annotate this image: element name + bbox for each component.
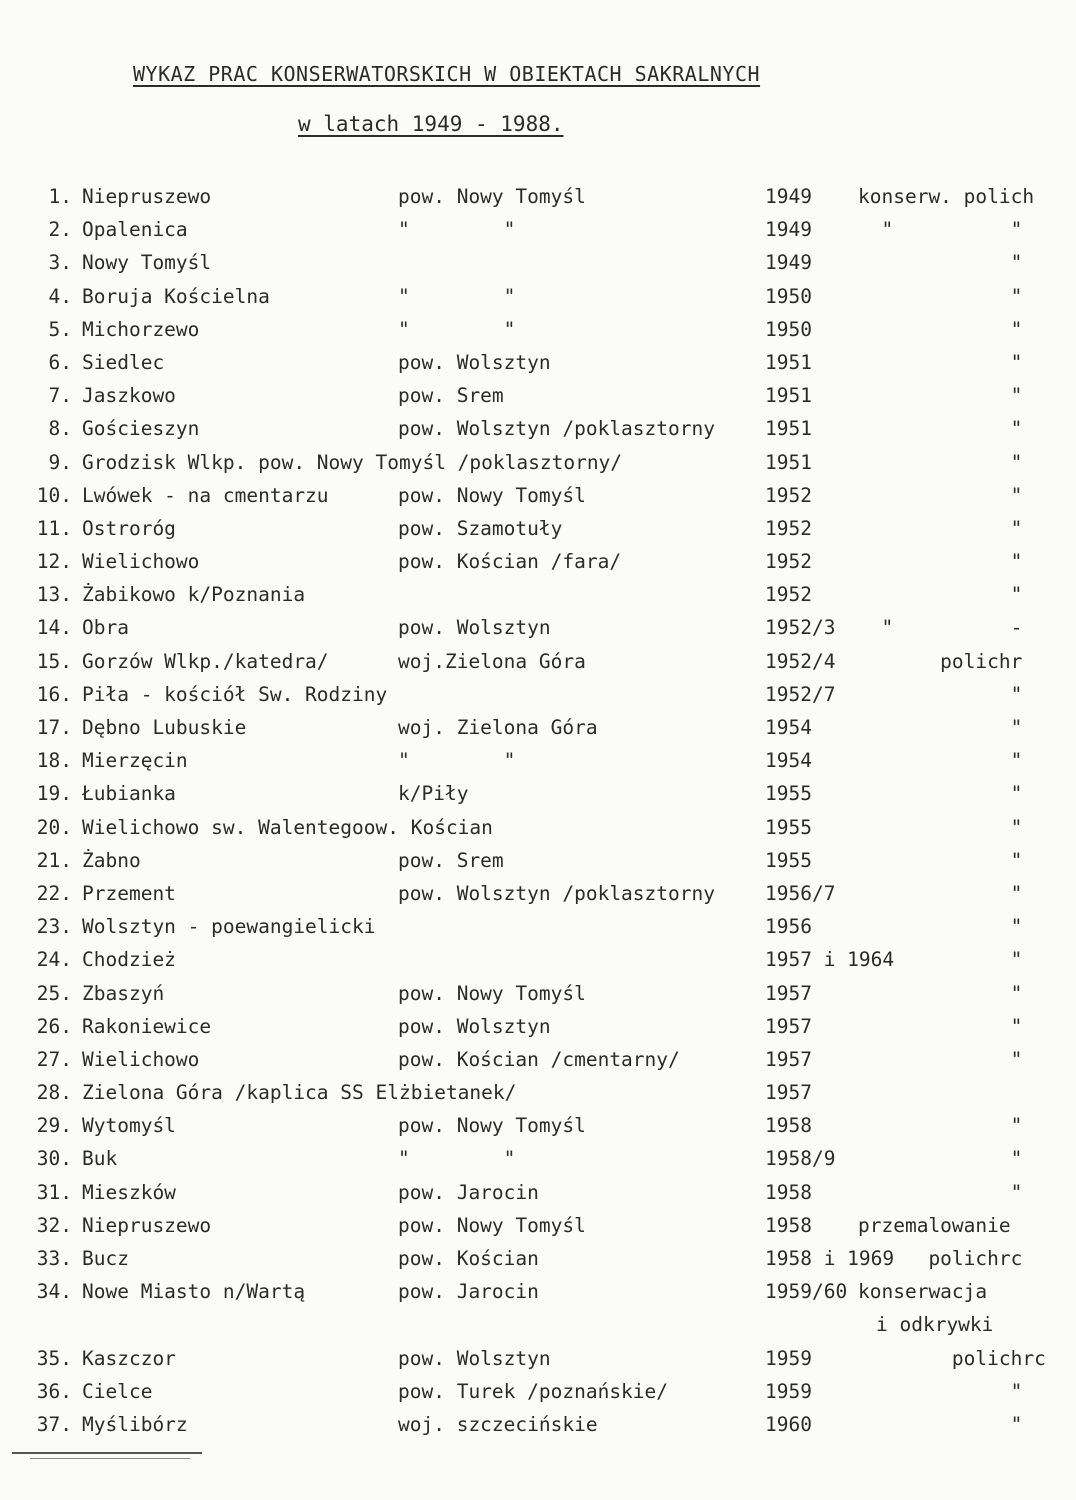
item-district: woj. Zielona Góra [398, 716, 598, 739]
item-number: 20. [36, 815, 72, 839]
item-district: " " [398, 749, 516, 773]
item-work: " [858, 583, 1023, 607]
item-district: pow. Wolsztyn [398, 616, 551, 640]
item-year: 1958 [765, 1114, 812, 1138]
item-district: pow. Wolsztyn [398, 1346, 551, 1370]
item-work: " [858, 682, 1023, 706]
item-year: 1950 [765, 284, 812, 308]
item-work: " [858, 251, 1023, 275]
item-place: Jaszkowo [82, 384, 176, 408]
item-year: 1952/7 [765, 682, 836, 706]
list-item [0, 1280, 1076, 1346]
list-item [0, 782, 1076, 815]
item-year: 1957 i 1964 [765, 948, 895, 972]
item-work: " [858, 749, 1023, 773]
item-place: Piła - kościół Sw. Rodziny [82, 682, 388, 706]
item-district: pow. Nowy Tomyśl [398, 1114, 586, 1138]
item-district: " " [398, 218, 516, 242]
item-district: k/Piły [398, 782, 469, 806]
item-year: 1959 [765, 1346, 812, 1370]
item-year: 1956 [765, 915, 812, 939]
item-place: Siedlec [82, 350, 165, 374]
list-item [0, 1413, 1076, 1446]
item-place: Żabno [82, 848, 141, 872]
list-item [0, 683, 1076, 716]
list-item [0, 351, 1076, 384]
item-place: Myślibórz [82, 1412, 188, 1436]
list-item [0, 451, 1076, 484]
item-number: 19. [36, 782, 72, 806]
item-work: " [858, 1114, 1023, 1138]
item-place: Buk [82, 1147, 118, 1171]
item-number: 12. [36, 550, 72, 574]
item-work: " [858, 1379, 1023, 1403]
item-number: 26. [36, 1014, 72, 1038]
item-place: Gorzów Wlkp./katedra/ [82, 649, 329, 673]
item-district: woj.Zielona Góra [398, 649, 586, 673]
item-number: 3. [48, 251, 72, 275]
list-item [0, 1147, 1076, 1180]
item-work: polichrc [858, 1346, 1046, 1370]
list-item [0, 417, 1076, 450]
item-year: 1958 [765, 1180, 812, 1204]
item-place: Grodzisk Wlkp. pow. Nowy Tomyśl /poklasztorny/ [82, 450, 623, 474]
item-year: 1955 [765, 848, 812, 872]
item-number: 29. [36, 1114, 72, 1138]
list-item [0, 1181, 1076, 1214]
item-district: pow. Wolsztyn /poklasztorny [398, 417, 715, 441]
item-number: 21. [36, 848, 72, 872]
item-work: " [858, 1047, 1023, 1071]
item-year: 1957 [765, 1014, 812, 1038]
item-work: polichrc [858, 1247, 1023, 1270]
list-item [0, 915, 1076, 948]
item-district: pow. Wolsztyn [398, 350, 551, 374]
closing-rule [12, 1452, 202, 1454]
item-work: " [858, 1412, 1023, 1436]
item-place: Niepruszewo [82, 1213, 212, 1237]
list-item [0, 384, 1076, 417]
item-year: 1954 [765, 749, 812, 773]
item-place: Wielichowo [82, 550, 200, 574]
item-work: " [858, 981, 1023, 1005]
item-district: pow. Kościan /fara/ [398, 550, 622, 574]
item-year: 1955 [765, 782, 812, 806]
item-place: Obra [82, 616, 129, 640]
list-item [0, 1247, 1076, 1280]
item-place: Chodzież [82, 948, 176, 972]
item-place: Żabikowo k/Poznania [82, 583, 306, 607]
item-work: " [858, 384, 1023, 408]
item-place: Wolsztyn - poewangielicki [82, 915, 376, 939]
item-district: pow. Nowy Tomyśl [398, 185, 586, 208]
list-item [0, 1214, 1076, 1247]
document-title: WYKAZ PRAC KONSERWATORSKICH W OBIEKTACH SAKRALNYCH [133, 62, 761, 86]
item-place: Ostroróg [82, 516, 176, 540]
item-place: Niepruszewo [82, 185, 212, 208]
item-year: 1950 [765, 317, 812, 341]
item-work: " [858, 1014, 1023, 1038]
item-year: 1951 [765, 417, 812, 441]
item-district: pow. Turek /poznańskie/ [398, 1379, 669, 1403]
item-district: pow. Szamotuły [398, 516, 563, 540]
item-district: pow. Wolsztyn /poklasztorny [398, 881, 715, 905]
list-item [0, 1081, 1076, 1114]
item-number: 5. [48, 317, 72, 341]
list-item [0, 550, 1076, 583]
item-number: 23. [36, 915, 72, 939]
item-number: 2. [48, 218, 72, 242]
item-work: polichr [858, 649, 1023, 673]
item-number: 33. [36, 1247, 72, 1270]
item-year: 1957 [765, 1047, 812, 1071]
item-year: 1951 [765, 350, 812, 374]
item-place: Zbaszyń [82, 981, 165, 1005]
item-district: pow. Jarocin [398, 1280, 539, 1304]
item-year: 1960 [765, 1412, 812, 1436]
item-year: 1952/4 [765, 649, 836, 673]
item-number: 31. [36, 1180, 72, 1204]
works-list [0, 185, 1076, 1446]
item-place: Bucz [82, 1247, 129, 1270]
list-item [0, 882, 1076, 915]
list-item [0, 1015, 1076, 1048]
item-work-continued: i odkrywki [876, 1313, 994, 1337]
item-district: woj. szczecińskie [398, 1412, 598, 1436]
list-item [0, 716, 1076, 749]
item-work: " [858, 782, 1023, 806]
list-item [0, 616, 1076, 649]
item-place: Mierzęcin [82, 749, 188, 773]
item-work: " [858, 848, 1023, 872]
item-year: 1958 i 1969 [765, 1247, 895, 1270]
item-number: 34. [36, 1280, 72, 1304]
item-place: Kaszczor [82, 1346, 176, 1370]
item-year: 1957 [765, 981, 812, 1005]
item-district: pow. Kościan /cmentarny/ [398, 1047, 680, 1071]
item-number: 27. [36, 1047, 72, 1071]
item-year: 1951 [765, 450, 812, 474]
list-item [0, 816, 1076, 849]
list-item [0, 1048, 1076, 1081]
item-work: " [858, 550, 1023, 574]
item-place: Przement [82, 881, 176, 905]
item-year: 1954 [765, 716, 812, 739]
item-work: konserw. polich [858, 185, 1035, 208]
item-year: 1958 [765, 1213, 812, 1237]
item-place: Gościeszyn [82, 417, 200, 441]
item-number: 30. [36, 1147, 72, 1171]
item-number: 35. [36, 1346, 72, 1370]
item-place: Opalenica [82, 218, 188, 242]
list-item [0, 1114, 1076, 1147]
list-item [0, 318, 1076, 351]
item-work: " [858, 1180, 1023, 1204]
list-item [0, 650, 1076, 683]
item-year: 1952/3 [765, 616, 836, 640]
list-item [0, 849, 1076, 882]
item-district: " " [398, 1147, 516, 1171]
item-work: " [858, 450, 1023, 474]
item-place: Łubianka [82, 782, 176, 806]
item-work: " " [858, 218, 1023, 242]
item-place: Rakoniewice [82, 1014, 212, 1038]
item-year: 1958/9 [765, 1147, 836, 1171]
item-year: 1951 [765, 384, 812, 408]
item-district: pow. Srem [398, 848, 504, 872]
list-item [0, 285, 1076, 318]
list-item [0, 583, 1076, 616]
item-number: 10. [36, 483, 72, 507]
item-number: 16. [36, 682, 72, 706]
item-number: 7. [48, 384, 72, 408]
item-district: pow. Jarocin [398, 1180, 539, 1204]
list-item [0, 1380, 1076, 1413]
item-work: " [858, 350, 1023, 374]
item-work: " [858, 915, 1023, 939]
item-work: " [858, 284, 1023, 308]
item-year: 1952 [765, 516, 812, 540]
item-work: " [858, 1147, 1023, 1171]
item-work: " [858, 483, 1023, 507]
item-year: 1955 [765, 815, 812, 839]
item-work: " [858, 317, 1023, 341]
item-number: 4. [48, 284, 72, 308]
item-district: pow. Wolsztyn [398, 1014, 551, 1038]
list-item [0, 218, 1076, 251]
item-year: 1949 [765, 185, 812, 208]
item-work: " [858, 881, 1023, 905]
item-work: " - [858, 616, 1023, 640]
item-year: 1956/7 [765, 881, 836, 905]
item-district: " " [398, 317, 516, 341]
item-place: Wielichowo [82, 1047, 200, 1071]
item-number: 11. [36, 516, 72, 540]
item-year: 1952 [765, 483, 812, 507]
item-work: " [858, 417, 1023, 441]
item-year: 1959/60 [765, 1280, 848, 1304]
item-work: " [858, 815, 1023, 839]
item-district: pow. Kościan [398, 1247, 539, 1270]
item-number: 13. [36, 583, 72, 607]
item-place: Zielona Góra /kaplica SS Elżbietanek/ [82, 1081, 517, 1105]
document-subtitle: w latach 1949 - 1988. [298, 112, 564, 136]
list-item [0, 749, 1076, 782]
item-number: 24. [36, 948, 72, 972]
item-place: Wytomyśl [82, 1114, 176, 1138]
item-district: pow. Nowy Tomyśl [398, 483, 586, 507]
item-place: Nowe Miasto n/Wartą [82, 1280, 306, 1304]
item-district: pow. Nowy Tomyśl [398, 1213, 586, 1237]
item-number: 14. [36, 616, 72, 640]
item-work: przemalowanie [858, 1213, 1011, 1237]
item-year: 1959 [765, 1379, 812, 1403]
item-number: 28. [36, 1081, 72, 1105]
item-district: pow. Srem [398, 384, 504, 408]
item-number: 15. [36, 649, 72, 673]
item-work: " [858, 516, 1023, 540]
item-place: Boruja Kościelna [82, 284, 270, 308]
item-work: konserwacja [858, 1280, 988, 1304]
item-number: 18. [36, 749, 72, 773]
item-place: Dębno Lubuskie [82, 716, 247, 739]
list-item [0, 517, 1076, 550]
list-item [0, 1347, 1076, 1380]
item-year: 1952 [765, 550, 812, 574]
list-item [0, 251, 1076, 284]
item-number: 8. [48, 417, 72, 441]
list-item [0, 185, 1076, 218]
item-place: Michorzewo [82, 317, 200, 341]
list-item [0, 948, 1076, 981]
item-number: 25. [36, 981, 72, 1005]
item-district: pow. Nowy Tomyśl [398, 981, 586, 1005]
item-place: Nowy Tomyśl [82, 251, 212, 275]
item-district: " " [398, 284, 516, 308]
item-number: 17. [36, 716, 72, 739]
item-year: 1957 [765, 1081, 812, 1105]
item-number: 32. [36, 1213, 72, 1237]
item-place: Mieszków [82, 1180, 176, 1204]
list-item [0, 982, 1076, 1015]
item-number: 36. [36, 1379, 72, 1403]
item-number: 37. [36, 1412, 72, 1436]
item-number: 1. [48, 185, 72, 208]
item-place: Cielce [82, 1379, 153, 1403]
item-number: 6. [48, 350, 72, 374]
list-item [0, 484, 1076, 517]
item-year: 1949 [765, 218, 812, 242]
closing-rule-secondary [30, 1458, 190, 1459]
item-place: Lwówek - na cmentarzu [82, 483, 329, 507]
item-work: " [858, 948, 1023, 972]
item-year: 1949 [765, 251, 812, 275]
item-number: 22. [36, 881, 72, 905]
item-work: " [858, 716, 1023, 739]
item-place: Wielichowo sw. Walentegoow. Kościan [82, 815, 493, 839]
item-number: 9. [48, 450, 72, 474]
item-year: 1952 [765, 583, 812, 607]
